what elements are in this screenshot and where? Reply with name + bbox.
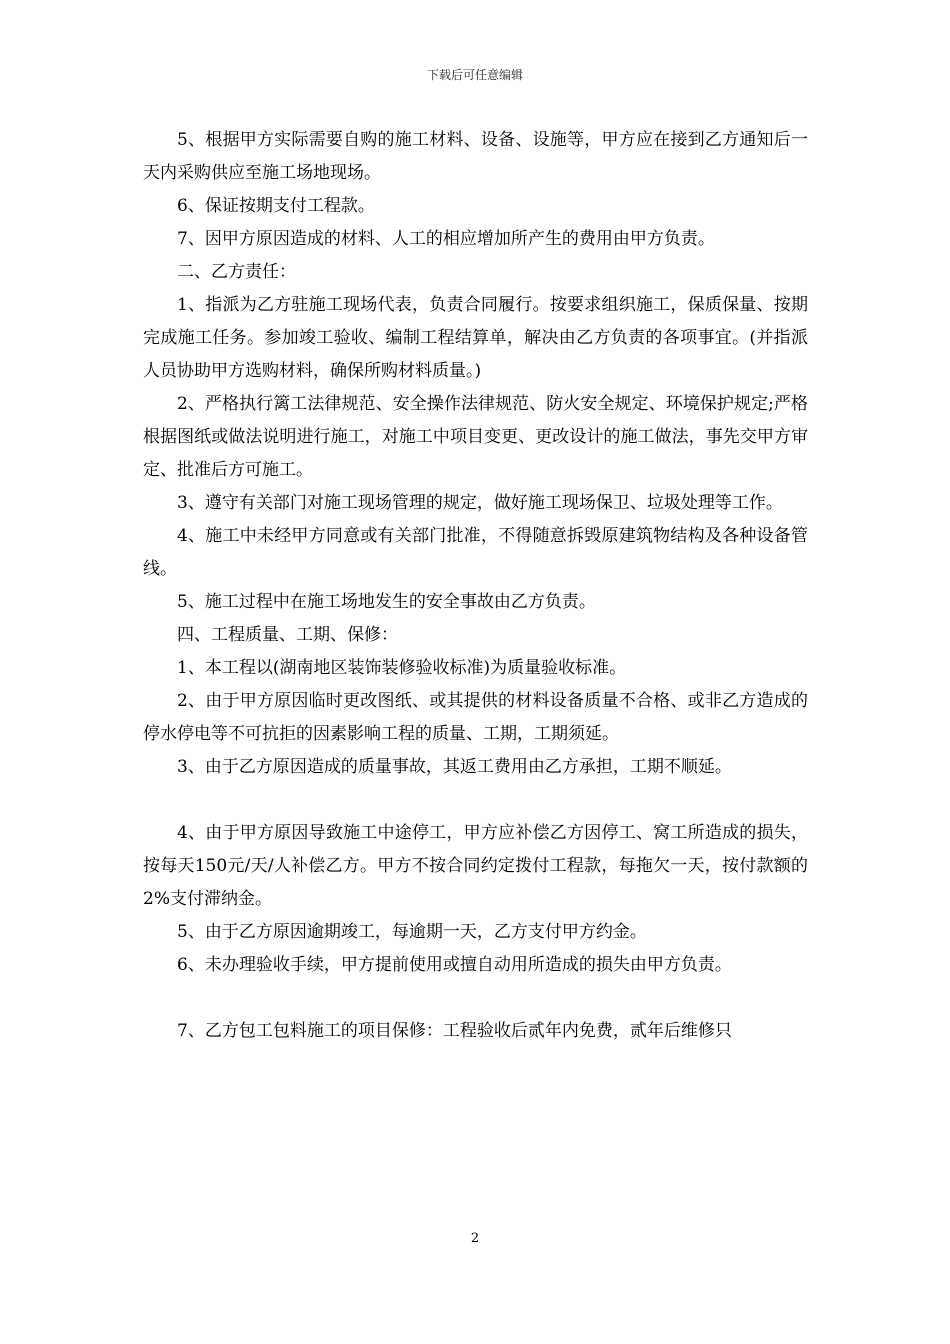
paragraph: 2、由于甲方原因临时更改图纸、或其提供的材料设备质量不合格、或非乙方造成的停水停电等不可抗拒的因素影响工程的质量、工期，工期须延。 <box>143 691 808 744</box>
section-heading: 四、工程质量、工期、保修： <box>177 625 398 645</box>
paragraph: 7、乙方包工包料施工的项目保修：工程验收后贰年内免费，贰年后维修只 <box>177 1021 732 1041</box>
paragraph: 6、未办理验收手续，甲方提前使用或擅自动用所造成的损失由甲方负责。 <box>177 955 732 975</box>
paragraph: 5、根据甲方实际需要自购的施工材料、设备、设施等，甲方应在接到乙方通知后一天内采购供应至施工场地现场。 <box>143 130 808 183</box>
paragraph: 1、本工程以(湖南地区装饰装修验收标准)为质量验收标准。 <box>177 658 627 678</box>
paragraph: 3、由于乙方原因造成的质量事故，其返工费用由乙方承担，工期不顺延。 <box>177 757 732 777</box>
paragraph: 2、严格执行篱工法律规范、安全操作法律规范、防火安全规定、环境保护规定;严格根据图纸或做法说明进行施工，对施工中项目变更、更改设计的施工做法，事先交甲方审定、批准后方可施工。 <box>143 394 808 480</box>
page-number: 2 <box>470 1231 480 1246</box>
page-header: 下载后可任意编辑 <box>426 68 523 82</box>
paragraph: 3、遵守有关部门对施工现场管理的规定，做好施工现场保卫、垃圾处理等工作。 <box>177 493 783 513</box>
paragraph: 5、由于乙方原因逾期竣工，每逾期一天，乙方支付甲方约金。 <box>177 922 647 942</box>
section-heading: 二、乙方责任： <box>177 262 296 282</box>
paragraph: 7、因甲方原因造成的材料、人工的相应增加所产生的费用由甲方负责。 <box>177 229 715 249</box>
paragraph: 4、施工中未经甲方同意或有关部门批准，不得随意拆毁原建筑物结构及各种设备管线。 <box>143 526 808 579</box>
paragraph: 5、施工过程中在施工场地发生的安全事故由乙方负责。 <box>177 592 596 612</box>
document-body <box>143 124 808 1048</box>
paragraph: 6、保证按期支付工程款。 <box>177 196 375 216</box>
paragraph: 1、指派为乙方驻施工现场代表，负责合同履行。按要求组织施工，保质保量、按期完成施工任务。参加竣工验收、编制工程结算单，解决由乙方负责的各项事宜。(并指派人员协助甲方选购材料，确保所购材料质量。) <box>143 295 808 381</box>
paragraph: 4、由于甲方原因导致施工中途停工，甲方应补偿乙方因停工、窝工所造成的损失，按每天150元/天/人补偿乙方。甲方不按合同约定拨付工程款，每拖欠一天，按付款额的2%支付滞纳金。 <box>143 823 808 909</box>
